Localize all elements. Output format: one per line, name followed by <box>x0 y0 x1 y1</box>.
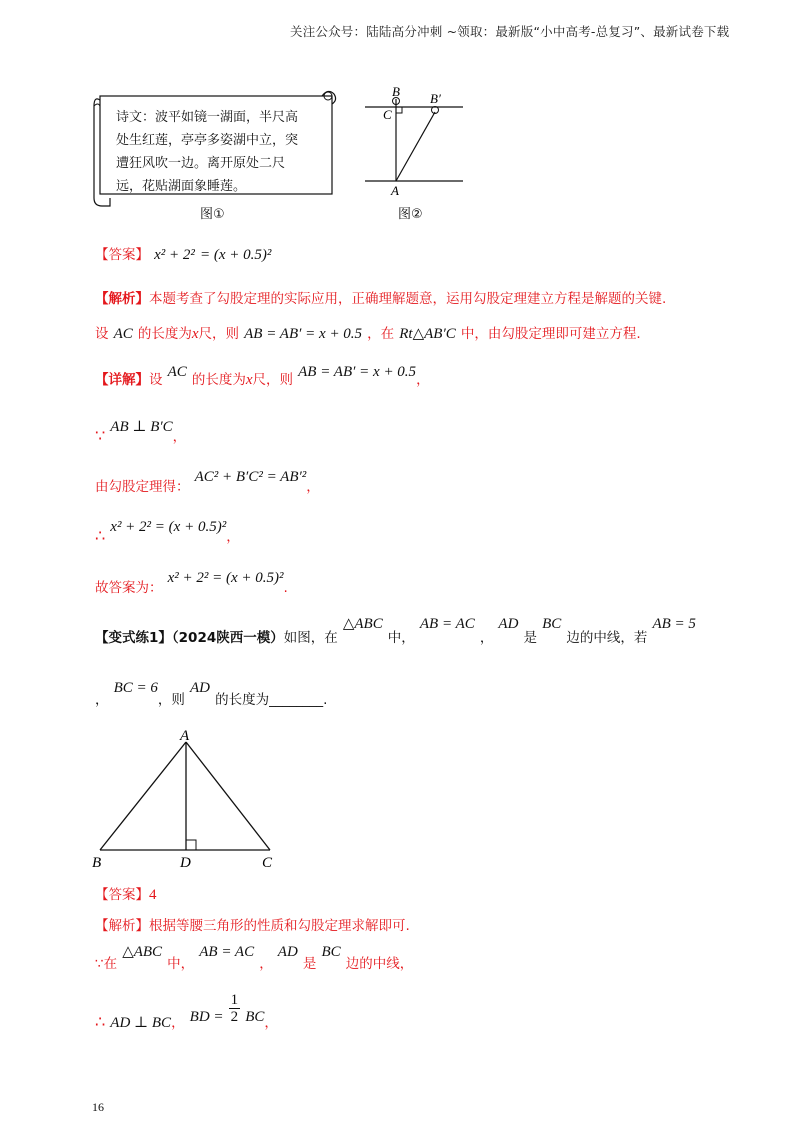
text: 设 <box>95 326 109 342</box>
label-bprime: B′ <box>430 91 441 106</box>
analysis-2-line3 <box>95 992 278 1033</box>
fig1-caption: 图① <box>200 207 225 222</box>
math-equation: AB = AC <box>419 616 475 632</box>
text: 故答案为： <box>95 580 163 596</box>
analysis-2 <box>95 914 410 934</box>
poem-line: 诗文：波平如镜一湖面，半尺高 <box>116 110 299 125</box>
detail-1-pythag <box>95 465 320 495</box>
therefore-symbol: ∴ <box>95 526 106 545</box>
math-triangle: △ABC <box>342 616 383 632</box>
text: 由勾股定理得： <box>95 479 190 495</box>
math-perp: AD ⊥ BC <box>110 1015 172 1031</box>
text: 边的中线，若 <box>566 630 648 646</box>
math-pythag: AC² + B′C² = AB′² <box>194 469 307 485</box>
math-x: x <box>191 326 199 342</box>
exercise-tag: 【变式练1】 <box>95 630 172 646</box>
analysis-1 <box>95 287 666 307</box>
stem-slanted <box>396 112 435 181</box>
side-ac <box>186 742 270 850</box>
label-c: C <box>383 107 392 122</box>
text: ，则 <box>157 692 185 708</box>
right-angle-mark <box>186 840 196 850</box>
math-triangle: △ABC <box>122 944 163 960</box>
analysis-text: 根据等腰三角形的性质和勾股定理求解即可. <box>149 918 410 934</box>
math-ad: AD <box>189 680 210 696</box>
answer-tag: 【答案】 <box>95 887 149 903</box>
text: 如图，在 <box>283 630 338 646</box>
text: ， <box>95 692 109 708</box>
text: . <box>283 580 288 596</box>
text: ∵在 <box>95 956 118 972</box>
math-equation: BC = 6 <box>113 680 158 696</box>
math-bc: BC <box>245 1009 265 1025</box>
side-ab <box>100 742 186 850</box>
answer-value: 4 <box>149 887 157 903</box>
page-header: 关注公众号：陆陆高分冲刺 ~领取：最新版“小中高考-总复习”、最新试卷下载 <box>290 24 730 39</box>
analysis-text: 本题考查了勾股定理的实际应用，正确理解题意，运用勾股定理建立方程是解题的关键. <box>149 291 667 307</box>
analysis-tag: 【解析】 <box>95 291 149 307</box>
math-ac: AC <box>113 326 133 342</box>
fig2-caption: 图② <box>398 207 423 222</box>
detail-tag: 【详解】 <box>95 372 149 388</box>
text: ，在 <box>367 326 395 342</box>
label-b: B <box>92 855 102 871</box>
text: 尺，则 <box>252 372 294 388</box>
fraction-denominator: 2 <box>230 1009 239 1025</box>
label-c: C <box>262 855 273 871</box>
math-equation: x² + 2² = (x + 0.5)² <box>110 519 227 535</box>
fraction-numerator: 1 <box>230 992 239 1008</box>
poem-line: 远，花贴湖面象睡莲。 <box>116 179 247 194</box>
math-equation: AB = AB′ = x + 0.5 <box>244 326 363 342</box>
math-x: x <box>245 372 253 388</box>
analysis-2-line2 <box>95 940 414 972</box>
text: 尺，则 <box>198 326 240 342</box>
label-b: B <box>392 85 400 99</box>
answer-tag: 【答案】 <box>95 247 149 263</box>
detail-1-line1 <box>95 364 430 389</box>
poem-text <box>116 106 298 198</box>
poem-line: 处生红莲，亭亭多姿湖中立，突 <box>116 133 299 148</box>
analysis-1-line2 <box>95 322 641 343</box>
text: 的长度为 <box>191 372 246 388</box>
label-d: D <box>180 855 191 871</box>
math-ac: AC <box>167 364 187 380</box>
lotus-diagram <box>355 85 475 200</box>
text: 中， <box>387 630 415 646</box>
math-equation: AB = 5 <box>652 616 696 632</box>
math-bd: BD = <box>189 1009 224 1025</box>
text: ， <box>172 429 187 445</box>
math-bc: BC <box>542 616 562 632</box>
text: ， <box>416 372 430 388</box>
fraction-half <box>229 992 241 1025</box>
text: 中， <box>167 956 195 972</box>
detail-1-therefore <box>95 515 240 545</box>
answer-blank: 的长度为________. <box>215 692 328 708</box>
answer-1 <box>95 243 271 264</box>
text: 是 <box>302 956 317 972</box>
math-triangle: Rt△AB′C <box>399 326 456 342</box>
page-number: 16 <box>92 1100 104 1114</box>
detail-1-perp <box>95 415 187 445</box>
label-a: A <box>391 183 399 198</box>
answer-formula-right: = (x + 0.5)² <box>199 247 272 263</box>
therefore-symbol: ∴ <box>95 1012 106 1031</box>
text: ， <box>264 1015 278 1031</box>
math-perp: AB ⊥ B′C <box>110 419 173 435</box>
text: 设 <box>149 372 163 388</box>
answer-formula-left: x² + 2² <box>154 247 195 263</box>
analysis-tag: 【解析】 <box>95 918 149 934</box>
math-ad: AD <box>277 944 298 960</box>
exercise-line1 <box>95 612 696 646</box>
detail-1-final <box>95 566 288 596</box>
text: ， <box>479 630 494 646</box>
math-equation: x² + 2² = (x + 0.5)² <box>167 570 284 586</box>
isosceles-triangle-figure <box>88 722 288 872</box>
text: ， <box>306 479 320 495</box>
label-a: A <box>180 728 190 744</box>
math-equation: AB = AB′ = x + 0.5 <box>298 364 417 380</box>
text: ， <box>171 1015 185 1031</box>
text: ， <box>226 529 240 545</box>
because-symbol: ∵ <box>95 426 106 445</box>
answer-2 <box>95 883 157 904</box>
right-angle-mark <box>396 107 402 113</box>
text: ， <box>259 956 273 972</box>
math-bc: BC <box>321 944 341 960</box>
text: 中，由勾股定理即可建立方程. <box>460 326 641 342</box>
math-equation: AB = AC <box>199 944 255 960</box>
poem-line: 遭狂风吹一边。离开原处二尺 <box>116 156 286 171</box>
text: 边的中线， <box>345 956 414 972</box>
math-ad: AD <box>498 616 519 632</box>
text: 的长度为 <box>137 326 192 342</box>
poem-scroll-figure <box>90 88 340 213</box>
exercise-source: （2024陕西一模） <box>171 630 284 646</box>
exercise-line2 <box>95 676 328 708</box>
text: 是 <box>523 630 538 646</box>
